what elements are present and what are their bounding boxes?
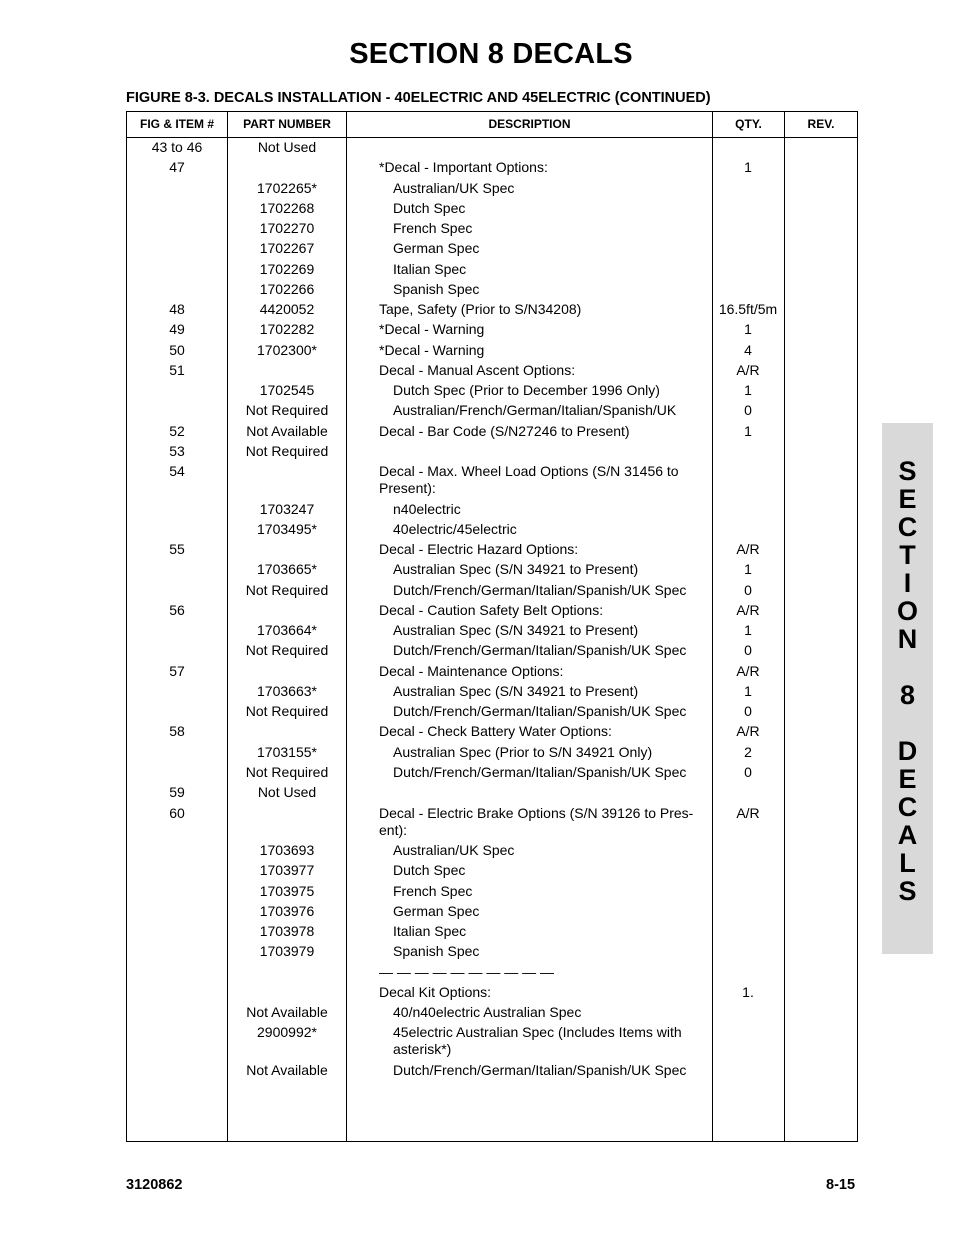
qty-cell: 0 <box>744 402 752 418</box>
part-number-cell: 1703975 <box>259 883 315 899</box>
description-cell: 40/n40electric Australian Spec <box>393 1004 582 1020</box>
qty-cell: 1. <box>742 984 754 1000</box>
fig-item-cell: 53 <box>169 443 185 459</box>
part-number-cell: 1703247 <box>259 501 315 517</box>
description-cell: — — — — — — — — — — <box>379 964 555 980</box>
part-number-cell: Not Required <box>245 402 329 418</box>
qty-cell: 1 <box>744 159 752 175</box>
description-cell: Dutch Spec <box>393 200 466 216</box>
fig-item-cell: 57 <box>169 663 185 679</box>
fig-item-cell: 56 <box>169 602 185 618</box>
description-cell: Italian Spec <box>393 923 467 939</box>
description-cell: Decal - Caution Safety Belt Options: <box>379 602 604 618</box>
part-number-cell: 1702266 <box>259 281 315 297</box>
part-number-cell: 1702267 <box>259 240 315 256</box>
part-number-cell: 1703979 <box>259 943 315 959</box>
description-cell: French Spec <box>393 883 473 899</box>
qty-cell: A/R <box>736 805 760 821</box>
part-number-cell: 4420052 <box>259 301 315 317</box>
description-cell: Australian Spec (S/N 34921 to Present) <box>393 683 639 699</box>
part-number-cell: 1703665* <box>257 561 317 577</box>
side-tab-letter: C <box>897 512 918 542</box>
part-number-cell: 1703976 <box>259 903 315 919</box>
side-tab-letter: L <box>899 848 916 878</box>
table-header <box>127 112 857 138</box>
description-cell: Spanish Spec <box>393 943 480 959</box>
description-cell: 45electric Australian Spec (Includes Items with asterisk*) <box>393 1024 682 1057</box>
page-number: 8-15 <box>826 1177 856 1193</box>
description-cell: n40electric <box>393 501 461 517</box>
fig-item-cell: 55 <box>169 541 185 557</box>
header-fig-item: FIG & ITEM # <box>139 117 214 131</box>
fig-item-cell: 58 <box>169 723 185 739</box>
description-cell: Decal - Manual Ascent Options: <box>379 362 576 378</box>
description-cell: German Spec <box>393 903 480 919</box>
description-cell: Decal - Electric Brake Options (S/N 39126 to Pres-ent): <box>379 805 694 838</box>
part-number-cell: 1703978 <box>259 923 315 939</box>
part-number-cell: 1702268 <box>259 200 315 216</box>
header-part-number: PART NUMBER <box>243 117 331 131</box>
description-cell: Dutch/French/German/Italian/Spanish/UK Spec <box>393 1062 687 1078</box>
description-cell: French Spec <box>393 220 473 236</box>
description-cell: Australian/UK Spec <box>393 180 515 196</box>
part-number-cell: 1702265* <box>257 180 317 196</box>
part-number-cell: Not Required <box>245 642 329 658</box>
qty-cell: A/R <box>736 663 760 679</box>
part-number-cell: 1703693 <box>259 842 315 858</box>
description-cell: Decal - Electric Hazard Options: <box>379 541 579 557</box>
description-cell: Dutch/French/German/Italian/Spanish/UK Spec <box>393 703 687 719</box>
qty-cell: 1 <box>744 423 752 439</box>
qty-cell: 0 <box>744 764 752 780</box>
side-tab-letter: E <box>898 764 917 794</box>
part-number-cell: Not Available <box>246 423 328 439</box>
part-number-cell: Not Available <box>246 1004 328 1020</box>
qty-cell: A/R <box>736 362 760 378</box>
qty-cell: 2 <box>744 744 752 760</box>
qty-cell: 1 <box>744 683 752 699</box>
column-divider <box>346 112 347 1141</box>
description-cell: Dutch Spec (Prior to December 1996 Only) <box>393 382 660 398</box>
part-number-cell: 1702269 <box>259 261 315 277</box>
description-cell: *Decal - Warning <box>379 342 485 358</box>
qty-cell: A/R <box>736 723 760 739</box>
qty-cell: 1 <box>744 382 752 398</box>
part-number-cell: Not Available <box>246 1062 328 1078</box>
part-number-cell: Not Required <box>245 764 329 780</box>
document-number: 3120862 <box>126 1177 183 1193</box>
fig-item-cell: 43 to 46 <box>151 139 203 155</box>
fig-item-cell: 48 <box>169 301 185 317</box>
part-number-cell: 1703155* <box>257 744 317 760</box>
description-cell: *Decal - Warning <box>379 321 485 337</box>
description-cell: Australian/French/German/Italian/Spanish/UK <box>393 402 677 418</box>
description-cell: Dutch Spec <box>393 862 466 878</box>
figure-title: FIGURE 8-3. DECALS INSTALLATION - 40ELECTRIC AND 45ELECTRIC (CONTINUED) <box>126 90 711 106</box>
side-tab-letter: S <box>898 456 917 486</box>
side-tab-letter: C <box>897 792 918 822</box>
fig-item-cell: 54 <box>169 463 185 479</box>
description-cell: Dutch/French/German/Italian/Spanish/UK Spec <box>393 582 687 598</box>
qty-cell: 4 <box>744 342 752 358</box>
qty-cell: A/R <box>736 541 760 557</box>
part-number-cell: Not Required <box>245 443 329 459</box>
part-number-cell: 1703664* <box>257 622 317 638</box>
description-cell: Australian Spec (S/N 34921 to Present) <box>393 561 639 577</box>
qty-cell: A/R <box>736 602 760 618</box>
part-number-cell: Not Used <box>257 139 317 155</box>
fig-item-cell: 49 <box>169 321 185 337</box>
column-divider <box>784 112 785 1141</box>
parts-table <box>126 111 858 1142</box>
fig-item-cell: 50 <box>169 342 185 358</box>
section-side-tab <box>882 423 933 954</box>
part-number-cell: Not Used <box>257 784 317 800</box>
side-tab-letter: S <box>898 876 917 906</box>
side-tab-letter: D <box>897 736 918 766</box>
fig-item-cell: 60 <box>169 805 185 821</box>
description-cell: Australian/UK Spec <box>393 842 515 858</box>
description-cell: Italian Spec <box>393 261 467 277</box>
part-number-cell: 1702545 <box>259 382 315 398</box>
fig-item-cell: 47 <box>169 159 185 175</box>
description-cell: German Spec <box>393 240 480 256</box>
qty-cell: 1 <box>744 622 752 638</box>
part-number-cell: 1702270 <box>259 220 315 236</box>
side-tab-letter: E <box>898 484 917 514</box>
part-number-cell: 1702300* <box>257 342 317 358</box>
qty-cell: 0 <box>744 642 752 658</box>
part-number-cell: Not Required <box>245 582 329 598</box>
qty-cell: 1 <box>744 561 752 577</box>
header-description: DESCRIPTION <box>488 117 571 131</box>
description-cell: Decal - Bar Code (S/N27246 to Present) <box>379 423 630 439</box>
description-cell: Dutch/French/German/Italian/Spanish/UK Spec <box>393 642 687 658</box>
description-cell: Spanish Spec <box>393 281 480 297</box>
part-number-cell: 1703977 <box>259 862 315 878</box>
fig-item-cell: 51 <box>169 362 185 378</box>
qty-cell: 0 <box>744 582 752 598</box>
qty-cell: 16.5ft/5m <box>718 301 778 317</box>
description-cell: Dutch/French/German/Italian/Spanish/UK Spec <box>393 764 687 780</box>
fig-item-cell: 59 <box>169 784 185 800</box>
part-number-cell: 1703495* <box>257 521 317 537</box>
fig-item-cell: 52 <box>169 423 185 439</box>
header-rev: REV. <box>807 117 835 131</box>
side-tab-letter: O <box>896 596 918 626</box>
qty-cell: 0 <box>744 703 752 719</box>
description-cell: Decal Kit Options: <box>379 984 492 1000</box>
description-cell: Australian Spec (Prior to S/N 34921 Only) <box>393 744 653 760</box>
description-cell: Decal - Check Battery Water Options: <box>379 723 612 739</box>
description-cell: 40electric/45electric <box>393 521 517 537</box>
side-tab-letter: 8 <box>899 680 916 710</box>
qty-cell: 1 <box>744 321 752 337</box>
side-tab-letter: N <box>897 624 918 654</box>
description-cell: *Decal - Important Options: <box>379 159 548 175</box>
page-title: SECTION 8 DECALS <box>349 38 633 70</box>
side-tab-letter: I <box>903 568 912 598</box>
description-cell: Australian Spec (S/N 34921 to Present) <box>393 622 639 638</box>
description-cell: Decal - Maintenance Options: <box>379 663 564 679</box>
part-number-cell: 1703663* <box>257 683 317 699</box>
header-qty: QTY. <box>735 117 762 131</box>
part-number-cell: Not Required <box>245 703 329 719</box>
description-cell: Tape, Safety (Prior to S/N34208) <box>379 301 582 317</box>
part-number-cell: 2900992* <box>257 1024 317 1040</box>
side-tab-letter: T <box>899 540 916 570</box>
part-number-cell: 1702282 <box>259 321 315 337</box>
description-cell: Decal - Max. Wheel Load Options (S/N 31456 to Present): <box>379 463 679 496</box>
side-tab-letter: A <box>897 820 918 850</box>
